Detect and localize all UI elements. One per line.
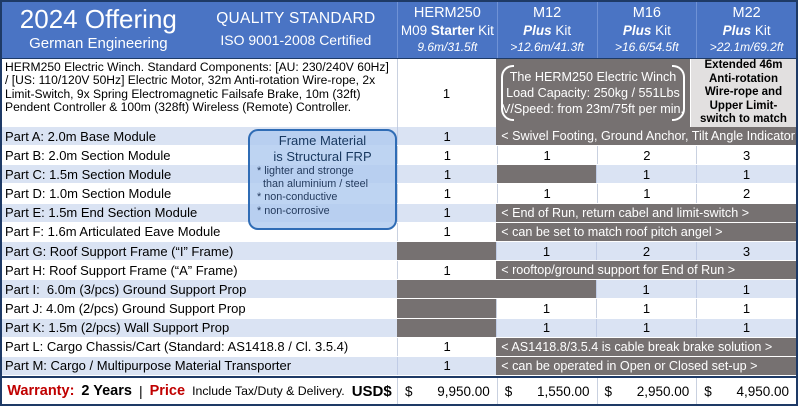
qty-cell: 1 [397,204,496,222]
na-cell [397,242,496,260]
price-amount: 1,550.00 [536,383,590,399]
price-amount: 2,950.00 [636,383,690,399]
iso-certified-line: ISO 9001-2008 Certified [220,32,372,48]
column-range: >22.1m/69.2ft [709,40,784,54]
na-cell [397,319,496,337]
column-name: M22 [732,5,761,21]
column-header-m22 [696,2,796,58]
kit-suffix: Kit [751,23,771,38]
column-kit-line [398,22,497,39]
kit-suffix: Kit [651,23,671,38]
qty-cell: 2 [597,146,697,164]
dollar-sign: $ [704,383,712,399]
table-row-part-k [2,319,796,338]
part-label: Part K: 1.5m (2/pcs) Wall Support Prop [2,319,397,337]
callout-title-line: is Structural FRP [273,148,372,164]
part-label: Part G: Roof Support Frame (“I” Frame) [2,242,397,260]
part-label: Part A: 2.0m Base Module [2,127,397,145]
part-label: Part D: 1.0m Section Module [5,186,172,202]
table-row-part-g [2,242,796,261]
warranty-price-label [2,378,397,404]
quality-standard-line: QUALITY STANDARD [216,10,376,27]
qty-cell: 1 [696,280,796,298]
column-range: >16.6/54.5ft [615,40,679,54]
dollar-sign: $ [405,383,413,399]
note-span-cell: < End of Run, return cabel and limit-switch > [496,204,796,222]
kit-type: Starter [430,23,475,38]
table-header-row [2,2,796,59]
table-row-part-j [2,299,796,318]
na-cell [497,165,596,183]
part-label: Part H: Roof Support Frame (“A” Frame) [5,262,238,278]
load-capacity-note [495,59,690,127]
qty-cell: 1 [397,165,497,183]
price-amount: 9,950.00 [437,383,490,399]
qty-cell: 1 [496,319,596,337]
na-cell [397,299,496,317]
qty-cell: 1 [397,59,495,127]
part-label: Part C: 1.5m Section Module [2,165,397,183]
column-kit-line [498,22,597,39]
callout-bullet-continuation: than aluminium / steel [263,177,369,190]
note-line: The HERM250 Electric Winch [509,70,677,84]
part-label: Part F: 1.6m Articulated Eave Module [5,224,221,240]
qty-cell: 1 [596,299,696,317]
table-row-part-d [2,184,796,203]
qty-cell: 3 [696,146,796,164]
qty-cell: 1 [397,223,496,241]
note-span-cell: < AS1418.8/3.5.4 is cable break brake solution > [496,338,796,356]
na-cell [496,280,595,298]
note-span-cell: < can be operated in Open or Closed set-up > [496,357,796,375]
part-label: Part L: Cargo Chassis/Cart (Standard: AS1418.8 / Cl. 3.5.4) [5,339,349,355]
price-cell-herm250 [397,378,497,404]
bracket-left-decoration [501,65,514,121]
qty-cell: 2 [596,242,696,260]
callout-bullet: * non-conductive [257,191,338,204]
column-kit-line [598,22,697,39]
table-row-part-m [2,357,796,376]
bracket-right-decoration [672,65,685,121]
column-kit-line [697,22,796,39]
qty-cell: 1 [496,242,596,260]
price-footer-row [2,376,796,404]
offering-subtitle: German Engineering [29,35,168,52]
table-row-part-b [2,146,796,165]
part-label: Part B: 2.0m Section Module [5,147,171,163]
qty-cell: 1 [397,338,496,356]
column-range: >12.6m/41.3ft [510,40,584,54]
note-span-cell: < Swivel Footing, Ground Anchor, Tilt Angle Indicator [496,127,796,145]
table-row-part-i [2,280,796,299]
note-span-cell: < rooftop/ground support for End of Run > [496,261,796,279]
callout-bullet: * non-corrosive [257,204,330,217]
column-header-herm250 [397,2,497,58]
na-cell [397,280,496,298]
frp-material-callout [248,129,397,230]
price-cell-m22 [696,378,796,404]
qty-cell: 1 [596,319,696,337]
parts-table-body [2,127,796,376]
qty-cell: 1 [696,299,796,317]
table-row-part-c [2,165,796,184]
quality-header [195,2,397,58]
offering-title: 2024 Offering [19,4,177,34]
table-row-part-h [2,261,796,280]
note-line: Load Capacity: 250kg / 551Lbs [506,86,680,100]
column-range: 9.6m/31.5ft [417,40,478,54]
kit-suffix: Kit [551,23,572,38]
qty-cell: 1 [596,165,696,183]
part-label: Part E: 1.5m End Section Module [2,204,397,222]
price-amount: 4,950.00 [736,383,789,399]
kit-type: Plus [622,23,652,38]
dollar-sign: $ [504,383,513,399]
price-cell-m16 [597,378,697,404]
callout-title-line: Frame Material [278,133,367,148]
part-label: Part M: Cargo / Multipurpose Material Transporter [2,357,397,375]
column-name: M12 [533,5,562,21]
table-row-part-f [2,223,796,242]
qty-cell: 1 [397,127,496,145]
qty-cell: 2 [696,184,796,202]
qty-cell: 1 [597,184,697,202]
kit-prefix: M09 [400,23,431,38]
winch-description: HERM250 Electric Winch. Standard Components: [AU: 230/240V 60Hz] / [US: 110/120V 50Hz] Electric Motor, 32m Anti-rotation Wire-rope, 2x Limit-Switch, 9x Spring Electromagnetic Failsafe Brake, 10m (32ft) Pendent Controller & 100m (328ft) Wireless (Remote) Controller. [5,60,389,115]
header-left-block [2,2,397,58]
price-label: Price [149,383,186,399]
divider: | [138,383,143,399]
dollar-sign: $ [604,383,613,399]
column-name: M16 [632,5,661,21]
callout-bullet: * lighter and stronge [257,165,354,177]
warranty-value: 2 Years [81,383,132,399]
qty-cell: 1 [496,299,596,317]
table-row-part-a [2,127,796,146]
price-note: Include Tax/Duty & Delivery. [192,384,345,398]
qty-cell: 1 [397,357,496,375]
currency-label: USD$ [351,382,392,400]
qty-cell: 1 [497,146,597,164]
qty-cell: 1 [397,184,497,202]
column-name: HERM250 [413,5,481,21]
table-row-part-l [2,338,796,357]
qty-cell: 1 [596,280,696,298]
part-label: Part J: 4.0m (2/pcs) Ground Support Prop [5,300,246,316]
winch-description-row [2,59,796,127]
part-label: Part I: 6.0m (3/pcs) Ground Support Prop [2,280,397,298]
qty-cell: 1 [696,319,796,337]
qty-cell: 1 [397,261,496,279]
kit-type: Plus [722,23,752,38]
table-row-part-e [2,204,796,223]
kit-suffix: Kit [474,23,494,38]
warranty-label: Warranty: [7,383,75,399]
price-cell-m12 [497,378,597,404]
column-header-m16 [597,2,697,58]
note-line: V/Speed: from 23m/75ft per min. [502,102,684,116]
note-span-cell: < can be set to match roof pitch angel > [496,223,796,241]
qty-cell: 1 [696,165,796,183]
qty-cell: 1 [497,184,597,202]
m22-extended-note: Extended 46m Anti-rotation Wire-rope and Upper Limit-switch to match [690,59,796,127]
qty-cell: 1 [397,146,497,164]
offering-header [2,2,195,58]
qty-cell: 3 [696,242,796,260]
column-header-m12 [497,2,597,58]
kit-type: Plus [523,23,552,38]
